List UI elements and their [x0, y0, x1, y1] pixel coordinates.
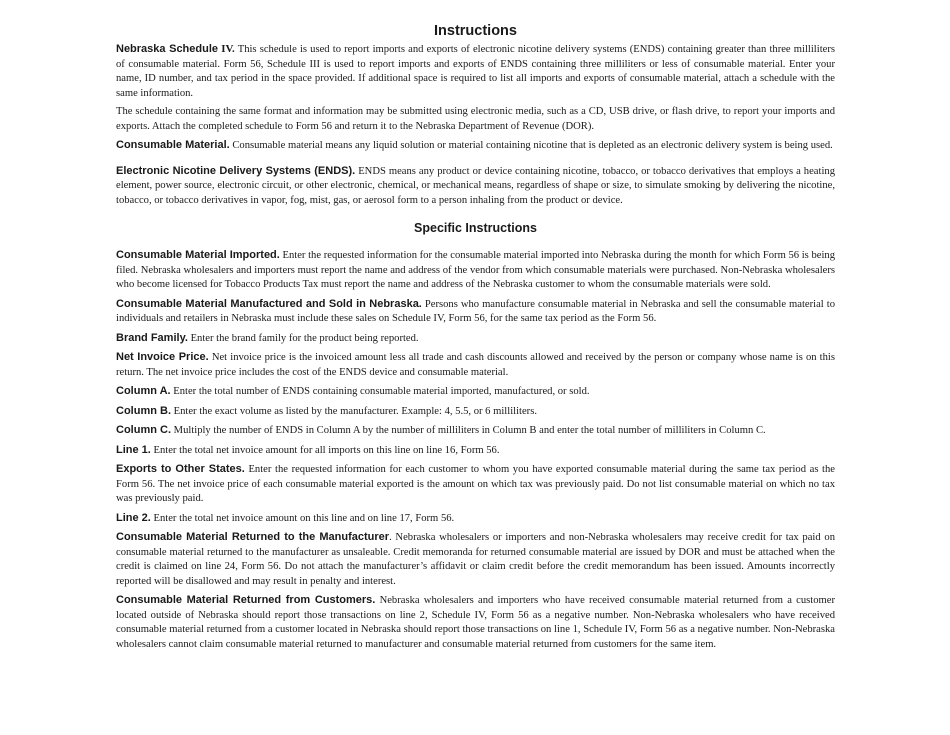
instruction-manufactured-sold [116, 297, 835, 327]
instruction-label: Column A. [116, 385, 171, 397]
instruction-text: Nebraska wholesalers and importers who have received consumable material returned from a customer located outside of Nebraska should report those transactions on line 2, Schedule IV, Form 56 as a negative number. Non-Nebraska wholesalers who have received consumable material returned from a customer located in Nebraska should report those transactions on line 1, Schedule IV, Form 56 as a negative number. Non-Nebraska wholesalers cannot claim consumable material returned to manufacturer and consumable material returned from customers for the same item. [116, 595, 835, 650]
instruction-label: Consumable Material Imported. [116, 249, 280, 261]
intro-label: Nebraska Schedule [116, 43, 219, 55]
instruction-exports-other-states [116, 462, 835, 507]
instruction-label: Column C. [116, 424, 171, 436]
instruction-label: Line 2. [116, 511, 151, 524]
instruction-label: Line 1. [116, 443, 151, 456]
page-title: Instructions [434, 23, 517, 39]
instruction-text: Enter the total net invoice amount on this line and on line 17, Form 56. [150, 512, 455, 524]
definition-text: ENDS means any product or device containing nicotine, tobacco, or tobacco derivatives that employs a heating element, power source, electronic circuit, or other electronic, chemical, or mechanical means, regardless of shape or size, to simulate smoking by delivering the nicotine, tobacco, or tobacco derivatives in vapor, fog, mist, gas, or aerosol form to a person inhaling from the product or device. [116, 165, 835, 206]
definition-label: Electronic Nicotine Delivery Systems (ENDS). [116, 164, 356, 177]
instruction-net-invoice-price [116, 350, 835, 380]
electronic-media-paragraph: The schedule containing the same format and information may be submitted using electronic media, such as a CD, USB drive, or flash drive, to report your imports and exports. Attach the completed schedule to Form 56 and return it to the Nebraska Department of Revenue (DOR). [116, 106, 835, 132]
instruction-line-2 [116, 511, 835, 527]
instruction-text: Net invoice price is the invoiced amount less all trade and cash discounts allowed and received by the person or company whose name is on this return. The net invoice price includes the cost of the ENDS device and consumable material. [116, 352, 835, 378]
instruction-text: Enter the total net invoice amount for all imports on this line on line 16, Form 56. [150, 444, 500, 456]
definition-label: Consumable Material. [116, 139, 230, 151]
instruction-text: Enter the brand family for the product being reported. [187, 332, 419, 344]
instruction-brand-family [116, 331, 835, 347]
instruction-text: Enter the requested information for the consumable material imported into Nebraska during the month for which Form 56 is being filed. Nebraska wholesalers and importers must report the name and address of the vendor from which consumable materials were purchased. Non-Nebraska wholesalers who become licensed for Tobacco Products Tax must report the name and address of the Nebraska customer to whom the consumable materials were sold. [116, 250, 835, 290]
definition-ends [116, 164, 835, 209]
instruction-column-a [116, 384, 835, 400]
instruction-label: Consumable Material Manufactured and Sold in Nebraska. [116, 297, 422, 310]
instructions-page [116, 22, 835, 656]
instruction-column-c [116, 423, 835, 439]
instruction-text: Multiply the number of ENDS in Column A by the number of milliliters in Column B and enter the total number of milliliters in Column C. [171, 425, 766, 436]
intro-text: This schedule is used to report imports and exports of electronic nicotine delivery systems (ENDS) containing greater than three milliliters of consumable material. Form 56, Schedule III is used to report imports and exports of ENDS containing three milliliters or less of consumable material. Enter your name, ID number, and tax period in the space provided. If additional space is required to list all imports and exports of consumable material, attach a schedule with the same information. [116, 44, 835, 99]
instruction-label: Consumable Material Returned from Customers. [116, 594, 376, 606]
instruction-line-1 [116, 443, 835, 459]
instruction-returned-from-customers [116, 593, 835, 652]
instruction-text: Enter the total number of ENDS containing consumable material imported, manufactured, or sold. [170, 386, 590, 397]
instruction-text: Persons who manufacture consumable material in Nebraska and sell the consumable material to individuals and retailers in Nebraska must include these sales on Schedule IV, Form 56, for the same tax period as the Form 56. [116, 298, 835, 324]
instruction-label: Column B. [116, 404, 171, 417]
instruction-consumable-material-imported [116, 248, 835, 293]
definition-consumable-material [116, 138, 835, 154]
instruction-label: Consumable Material Returned to the Manufacturer [116, 531, 390, 543]
instruction-text: Enter the exact volume as listed by the manufacturer. Example: 4, 5.5, or 6 milliliters. [171, 405, 537, 417]
instruction-label: Brand Family. [116, 331, 188, 344]
instruction-returned-to-manufacturer [116, 530, 835, 589]
specific-instructions-heading: Specific Instructions [414, 221, 537, 235]
instruction-text: Enter the requested information for each customer to whom you have exported consumable material during the same tax period as the Form 56. The net invoice price of each consumable material exported is the amount on which tax was previously paid. Do not list consumable material on which no tax was previously paid. [116, 464, 835, 504]
instruction-label: Exports to Other States. [116, 463, 245, 475]
instruction-label: Net Invoice Price. [116, 351, 209, 363]
instruction-text: . Nebraska wholesalers or importers and non-Nebraska wholesalers may receive credit for tax paid on consumable material returned to the manufacturer as unsaleable. Credit memoranda for returned consumable material are issued by DOR and must be attached when the credit is claimed on line 24, Form 56. Do not attach the manufacturer’s affidavit or claim credit before the credit memorandum has been issued. Amounts incorrectly reported will be disallowed and may result in penalty and interest. [116, 532, 835, 587]
intro-paragraph [116, 42, 835, 101]
definition-text: Consumable material means any liquid solution or material containing nicotine that is depleted as an electronic delivery system is being used. [229, 140, 833, 151]
intro-label-roman: IV. [221, 43, 235, 55]
instruction-column-b [116, 404, 835, 420]
